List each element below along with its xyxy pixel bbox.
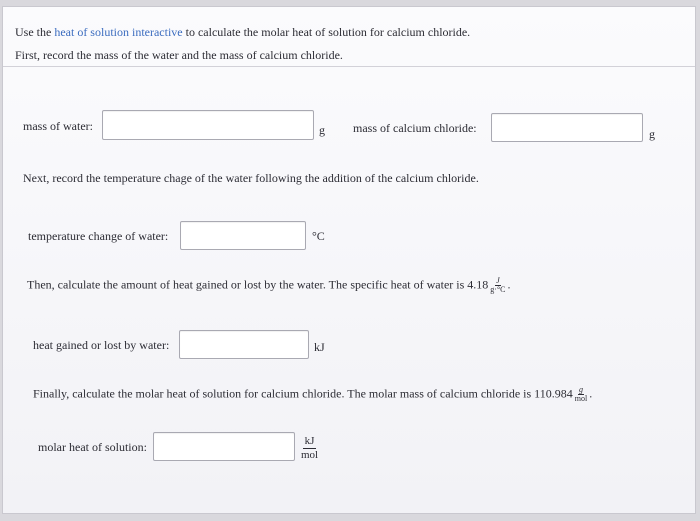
heat-instruction-text: Then, calculate the amount of heat gained or lost by the water. The specific heat of water is 4.18: [27, 277, 489, 292]
molar-mass-unit: [574, 386, 588, 403]
heat-instruction: [27, 277, 510, 294]
molar-instruction: [33, 386, 592, 403]
molar-heat-unit-num: kJ: [304, 435, 315, 447]
molar-heat-label: molar heat of solution:: [38, 440, 147, 454]
heat-input[interactable]: [179, 330, 309, 359]
temp-change-unit: °C: [312, 229, 325, 243]
heat-unit: kJ: [314, 340, 325, 354]
mass-water-unit: g: [319, 123, 325, 137]
specific-heat-unit-den: g·°C: [490, 285, 506, 294]
specific-heat-unit-num: J: [496, 276, 500, 285]
molar-heat-unit-den: mol: [301, 449, 319, 461]
temp-change-label: temperature change of water:: [28, 229, 169, 243]
molar-mass-unit-num: g: [578, 385, 583, 394]
molar-heat-unit: [301, 435, 318, 462]
intro-prefix: Use the: [15, 25, 55, 39]
molar-heat-input[interactable]: [153, 432, 295, 461]
molar-mass-unit-den: mol: [574, 394, 588, 403]
mass-cacl2-label: mass of calcium chloride:: [353, 121, 477, 135]
molar-instruction-text: Finally, calculate the molar heat of solution for calcium chloride. The molar mass of calcium chloride is 110.984: [33, 386, 573, 401]
mass-cacl2-input[interactable]: [491, 113, 643, 142]
mass-water-input[interactable]: [102, 110, 314, 140]
heat-of-solution-link[interactable]: heat of solution interactive: [54, 25, 183, 39]
divider: [3, 66, 695, 67]
molar-instruction-end: .: [589, 386, 593, 401]
mass-water-label: mass of water:: [23, 119, 93, 133]
question-panel: [2, 6, 696, 514]
temp-change-input[interactable]: [180, 221, 306, 250]
heat-instruction-end: .: [507, 277, 511, 292]
intro-suffix: to calculate the molar heat of solution for calcium chloride.: [182, 25, 471, 39]
heat-label: heat gained or lost by water:: [33, 338, 170, 352]
specific-heat-unit: [489, 277, 506, 294]
intro-line-1: [15, 25, 470, 40]
intro-line-2: First, record the mass of the water and the mass of calcium chloride.: [15, 48, 343, 62]
mass-cacl2-unit: g: [649, 127, 655, 141]
temperature-instruction: Next, record the temperature chage of the water following the addition of the calcium chloride.: [23, 171, 479, 185]
